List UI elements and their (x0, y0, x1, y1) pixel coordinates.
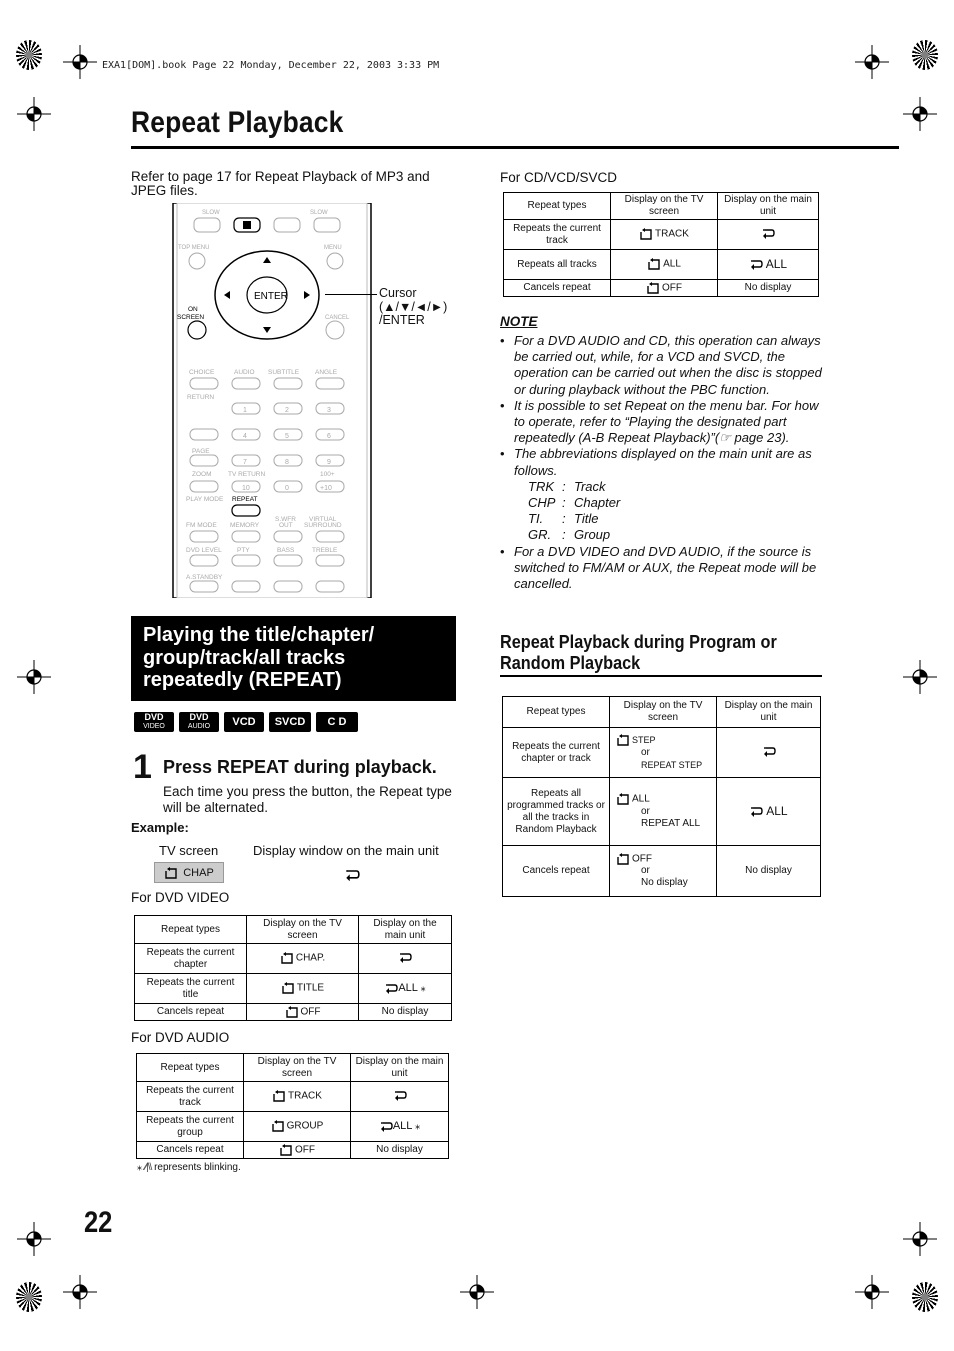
svg-text:MENU: MENU (324, 245, 342, 251)
dvd-video-label: For DVD VIDEO (131, 890, 230, 905)
badge-dvd-audio: DVD AUDIO (179, 712, 219, 732)
svg-text:SUBTITLE: SUBTITLE (268, 369, 300, 376)
dvd-video-table (134, 915, 452, 1021)
repeat-unit-icon (379, 1121, 393, 1132)
repeat-unit-icon (384, 983, 398, 994)
step-description: Each time you press the button, the Repeat type will be alternated. (163, 784, 452, 815)
svg-text:MEMORY: MEMORY (230, 522, 260, 529)
color-wheel-mark (16, 1282, 42, 1312)
svg-text:FM MODE: FM MODE (186, 522, 217, 529)
svg-text:10: 10 (242, 485, 250, 492)
svg-text:4: 4 (243, 433, 247, 440)
svg-text:BASS: BASS (277, 547, 295, 554)
registration-mark (903, 1222, 937, 1256)
svg-text:5: 5 (285, 433, 289, 440)
note-title: NOTE (500, 314, 538, 329)
title-rule (131, 146, 899, 149)
table-row: Cancels repeat OFF No display (137, 1142, 449, 1159)
footnote: ⁎ ⁄⁄|\\ represents blinking. (137, 1162, 241, 1173)
note-item: • For a DVD VIDEO and DVD AUDIO, if the source is switched to FM/AM or AUX, the Repeat mode will be cancelled. (500, 544, 825, 593)
table-header: Display on the main unit (717, 697, 821, 728)
registration-mark (17, 1222, 51, 1256)
repeat-unit-icon (393, 1090, 407, 1101)
repeat-tv-icon (285, 1006, 299, 1018)
main-unit-label: Display window on the main unit (253, 843, 439, 858)
dvd-audio-table (136, 1053, 449, 1159)
svg-text:1: 1 (243, 407, 247, 414)
tv-screen-label: TV screen (159, 843, 219, 858)
table-header: Display on the TV screen (611, 193, 718, 220)
svg-text:PTY: PTY (237, 547, 250, 554)
svg-text:CHOICE: CHOICE (189, 369, 215, 376)
svg-text:AUDIO: AUDIO (234, 369, 255, 376)
svg-text:REPEAT: REPEAT (232, 496, 258, 503)
page-title: Repeat Playback (131, 106, 344, 139)
svg-text:0: 0 (285, 485, 289, 492)
svg-text:DVD LEVEL: DVD LEVEL (186, 547, 222, 554)
table-row: Cancels repeat OFF No display (504, 280, 819, 297)
svg-text:ZOOM: ZOOM (192, 471, 212, 478)
blink-marker: ⁎ (412, 1121, 421, 1132)
registration-mark (903, 660, 937, 694)
table-row: Repeats the current track TRACK (504, 220, 819, 250)
disc-badges (134, 712, 358, 734)
repeat-unit-icon (344, 868, 360, 882)
svg-text:PAGE: PAGE (192, 448, 210, 455)
table-header: Display on the TV screen (247, 916, 359, 944)
svg-text:6: 6 (327, 433, 331, 440)
registration-mark (460, 1275, 494, 1309)
table-row: Cancels repeat OFF No display (135, 1004, 452, 1021)
repeat-unit-icon (761, 228, 775, 239)
table-row: Repeats the current chapter CHAP. (135, 944, 452, 974)
svg-text:8: 8 (285, 459, 289, 466)
svg-text:OUT: OUT (279, 522, 293, 529)
registration-mark (17, 97, 51, 131)
repeat-tv-icon (279, 1144, 293, 1156)
svg-text:CANCEL: CANCEL (325, 315, 350, 321)
repeat-unit-icon (749, 806, 763, 817)
badge-dvd-video: DVD VIDEO (134, 712, 174, 732)
svg-text:VIRTUAL: VIRTUAL (309, 516, 337, 523)
note-item: • It is possible to set Repeat on the menu bar. For how to operate, refer to “Playing the designated part repeatedly (A-B Repeat Playback)”(☞ page 23). (500, 398, 825, 447)
svg-text:3: 3 (327, 407, 331, 414)
program-table (502, 696, 821, 897)
table-header: Repeat types (137, 1054, 244, 1082)
program-heading: Repeat Playback during Program or Random Playback (500, 631, 777, 673)
registration-mark (903, 97, 937, 131)
registration-mark (855, 1275, 889, 1309)
repeat-tv-icon (272, 1090, 286, 1102)
svg-text:RETURN: RETURN (187, 394, 215, 401)
registration-mark (855, 45, 889, 79)
color-wheel-mark (912, 1282, 938, 1312)
abbreviation-list: TRK : Track CHP : Chapter TI. : Title GR. : Group (528, 478, 621, 543)
svg-text:2: 2 (285, 407, 289, 414)
repeat-tv-icon (639, 228, 653, 240)
svg-text:ANGLE: ANGLE (315, 369, 338, 376)
svg-text:9: 9 (327, 459, 331, 466)
subhead-rule (500, 675, 822, 677)
note-item: • For a DVD AUDIO and CD, this operation can always be carried out, while, for a VCD and SVCD, the operation can be carried out when the disc is stopped or during playback without the PBC function. (500, 333, 825, 398)
blink-icon: ⁄⁄|\\ (144, 1162, 152, 1173)
cd-vcd-table (503, 192, 819, 297)
repeat-tv-icon (164, 867, 178, 879)
repeat-tv-icon (616, 853, 630, 865)
repeat-tv-icon (281, 982, 295, 994)
repeat-unit-icon (762, 746, 776, 757)
chap-osd: CHAP (154, 862, 224, 883)
table-row: Cancels repeat OFF or No display No display (503, 846, 821, 897)
note-body (500, 333, 825, 592)
table-row: Repeats the current group GROUP ALL ⁎ (137, 1112, 449, 1142)
svg-text:TOP MENU: TOP MENU (178, 245, 210, 251)
svg-text:SLOW: SLOW (310, 210, 328, 216)
table-row: Repeats all tracks ALL ALL (504, 250, 819, 280)
color-wheel-mark (912, 40, 938, 70)
registration-mark (63, 45, 97, 79)
repeat-tv-icon (616, 734, 630, 746)
color-wheel-mark (16, 40, 42, 70)
table-header: Repeat types (135, 916, 247, 944)
cursor-leader-line (325, 294, 377, 295)
svg-text:SLOW: SLOW (202, 210, 220, 216)
repeat-tv-icon (647, 258, 661, 270)
svg-text:PLAY MODE: PLAY MODE (186, 496, 224, 503)
svg-text:ENTER: ENTER (254, 291, 288, 302)
table-header: Repeat types (504, 193, 611, 220)
badge-svcd: SVCD (269, 712, 311, 732)
svg-text:100+: 100+ (320, 471, 335, 478)
table-header: Display on the main unit (351, 1054, 449, 1082)
repeat-unit-icon (749, 259, 763, 270)
cursor-note: Cursor (▲/▼/◄/►) /ENTER (379, 286, 448, 327)
svg-text:S.WFR: S.WFR (275, 516, 296, 523)
section-heading-box (131, 616, 456, 701)
repeat-tv-icon (646, 282, 660, 294)
svg-text:TV RETURN: TV RETURN (228, 471, 266, 478)
table-row: Repeats the current title TITLE ALL ⁎ (135, 974, 452, 1004)
table-header: Display on the main unit (718, 193, 819, 220)
svg-text:ON: ON (188, 306, 198, 313)
table-row: Repeats the current track TRACK (137, 1082, 449, 1112)
dvd-audio-label: For DVD AUDIO (131, 1030, 230, 1045)
step-title: Press REPEAT during playback. (163, 757, 437, 777)
table-header: Display on the main unit (359, 916, 452, 944)
svg-text:TREBLE: TREBLE (312, 547, 338, 554)
registration-mark (63, 1275, 97, 1309)
blink-marker: ⁎ (417, 983, 426, 994)
svg-text:+10: +10 (320, 485, 332, 492)
svg-text:A.STANDBY: A.STANDBY (186, 574, 223, 581)
repeat-unit-icon (398, 952, 412, 963)
badge-cd: C D (316, 712, 358, 732)
svg-text:SURROUND: SURROUND (304, 522, 342, 529)
file-header: EXA1[DOM].book Page 22 Monday, December 22, 2003 3:33 PM (102, 60, 440, 71)
repeat-tv-icon (280, 952, 294, 964)
step-number: 1 (133, 748, 152, 786)
svg-text:7: 7 (243, 459, 247, 466)
badge-vcd: VCD (224, 712, 264, 732)
registration-mark (17, 660, 51, 694)
table-header: Display on the TV screen (244, 1054, 351, 1082)
page-number: 22 (84, 1206, 113, 1239)
remote-illustration (172, 203, 372, 598)
example-label: Example: (131, 820, 189, 835)
intro-text: Refer to page 17 for Repeat Playback of MP3 and JPEG files. (131, 169, 430, 198)
table-header: Repeat types (503, 697, 610, 728)
table-row: Repeats the current chapter or track STEP or REPEAT STEP (503, 728, 821, 778)
section-heading: Playing the title/chapter/ group/track/all tracks repeatedly (REPEAT) (143, 624, 375, 691)
cd-vcd-label: For CD/VCD/SVCD (500, 170, 618, 185)
svg-text:SCREEN: SCREEN (177, 314, 205, 321)
table-header: Display on the TV screen (610, 697, 717, 728)
repeat-tv-icon (616, 793, 630, 805)
repeat-tv-icon (271, 1120, 285, 1132)
note-item: • The abbreviations displayed on the main unit are as follows. (500, 446, 825, 478)
table-row: Repeats all programmed tracks or all the tracks in Random Playback ALL or REPEAT ALL ALL (503, 778, 821, 846)
